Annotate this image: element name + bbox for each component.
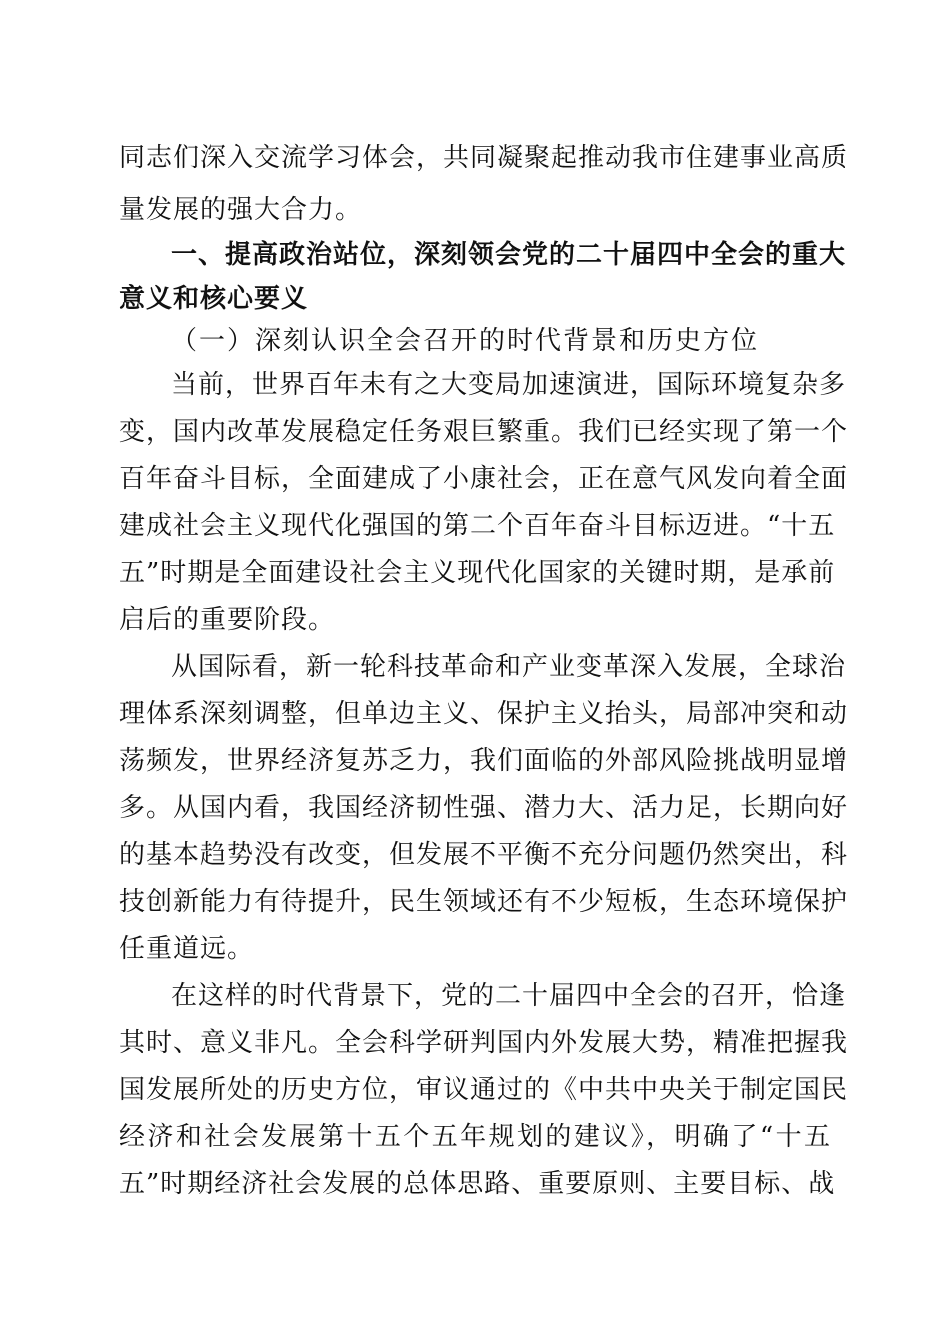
body-line: 荡频发，世界经济复苏乏力，我们面临的外部风险挑战明显增 bbox=[119, 746, 849, 776]
body-line: 在这样的时代背景下，党的二十届四中全会的召开，恰逢 bbox=[171, 981, 847, 1011]
body-line: 的基本趋势没有改变，但发展不平衡不充分问题仍然突出，科 bbox=[119, 840, 849, 870]
body-line: 经济和社会发展第十五个五年规划的建议》，明确了“十五 bbox=[119, 1122, 831, 1152]
body-line: 变，国内改革发展稳定任务艰巨繁重。我们已经实现了第一个 bbox=[119, 417, 849, 447]
body-line: 技创新能力有待提升，民生领域还有不少短板，生态环境保护 bbox=[119, 887, 849, 917]
body-line: 多。从国内看，我国经济韧性强、潜力大、活力足，长期向好 bbox=[119, 793, 849, 823]
body-line: 五”时期是全面建设社会主义现代化国家的关键时期，是承前 bbox=[119, 558, 836, 588]
body-line: 启后的重要阶段。 bbox=[119, 605, 336, 635]
body-line: 理体系深刻调整，但单边主义、保护主义抬头，局部冲突和动 bbox=[119, 699, 849, 729]
body-line: 五”时期经济社会发展的总体思路、重要原则、主要目标、战 bbox=[119, 1169, 836, 1199]
subsection-heading: （一）深刻认识全会召开的时代背景和历史方位 bbox=[171, 326, 760, 356]
body-line: 当前，世界百年未有之大变局加速演进，国际环境复杂多 bbox=[171, 370, 847, 400]
body-line: 量发展的强大合力。 bbox=[119, 195, 363, 225]
body-line: 国发展所处的历史方位，审议通过的《中共中央关于制定国民 bbox=[119, 1075, 849, 1105]
body-line: 同志们深入交流学习体会，共同凝聚起推动我市住建事业高质 bbox=[119, 143, 849, 173]
body-line: 从国际看，新一轮科技革命和产业变革深入发展，全球治 bbox=[171, 652, 847, 682]
section-heading: 意义和核心要义 bbox=[119, 284, 309, 314]
body-line: 任重道远。 bbox=[119, 934, 255, 964]
body-line: 建成社会主义现代化强国的第二个百年奋斗目标迈进。“十五 bbox=[119, 511, 836, 541]
body-line: 百年奋斗目标，全面建成了小康社会，正在意气风发向着全面 bbox=[119, 464, 849, 494]
body-line: 其时、意义非凡。全会科学研判国内外发展大势，精准把握我 bbox=[119, 1028, 849, 1058]
section-heading: 一、提高政治站位，深刻领会党的二十届四中全会的重大 bbox=[171, 240, 847, 270]
